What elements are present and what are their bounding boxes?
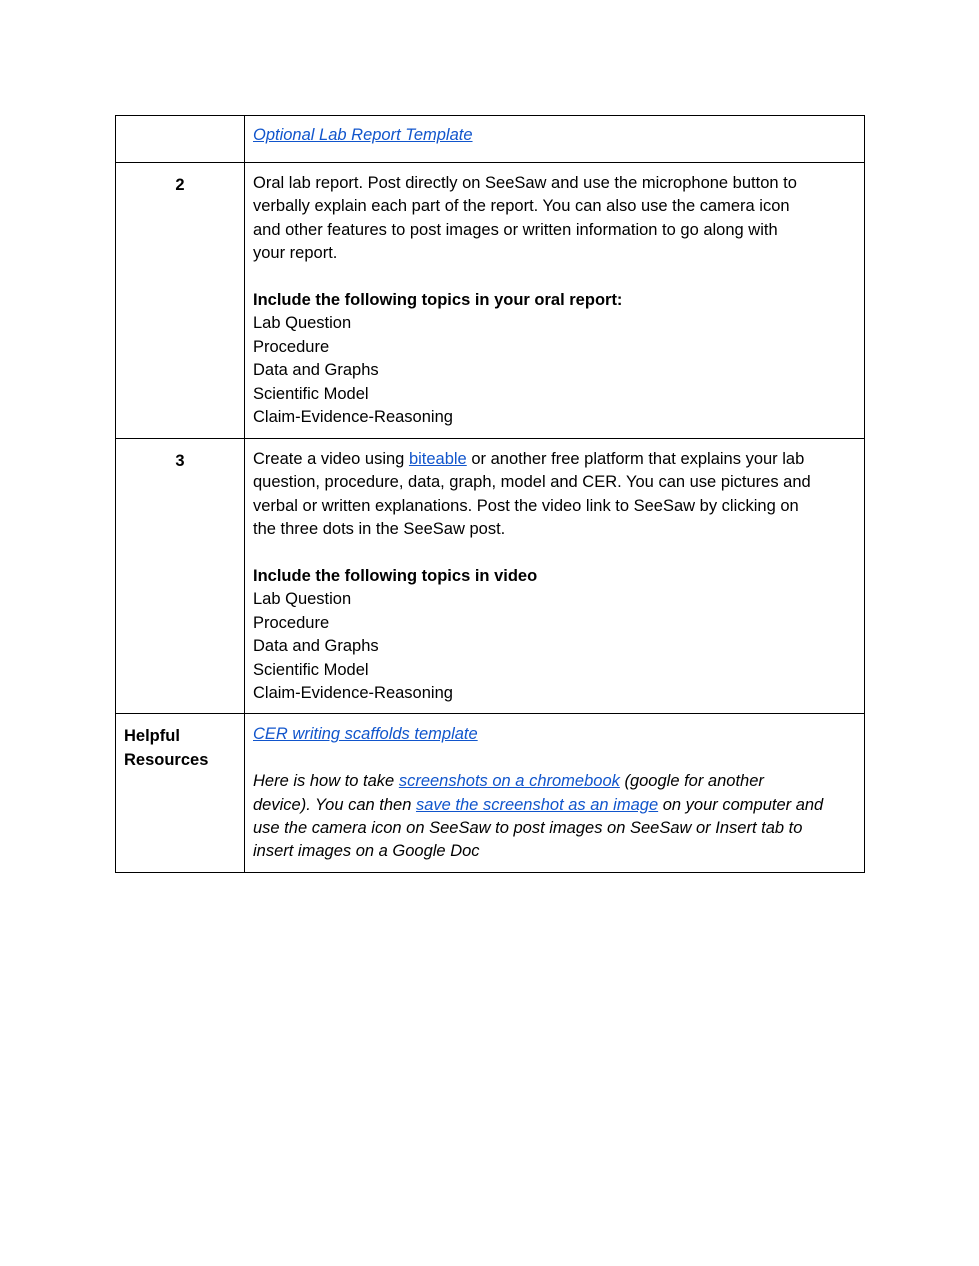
cer-scaffolds-link[interactable]: CER writing scaffolds template [253, 725, 478, 744]
row-label: 3 [116, 439, 245, 714]
row-label [116, 714, 245, 872]
text: Create a video using [253, 450, 409, 468]
text-line: Oral lab report. Post directly on SeeSaw and use the microphone button to [253, 174, 797, 192]
row-content [245, 163, 865, 439]
row-label: 2 [116, 163, 245, 439]
biteable-link[interactable]: biteable [408, 450, 467, 468]
topic-item: Lab Question [253, 590, 352, 609]
text: device). You can then [253, 795, 416, 814]
text-line [253, 448, 856, 471]
row-content [245, 116, 865, 163]
table-row [116, 439, 865, 714]
text-line: your report. [253, 244, 338, 263]
text-line: use the camera icon on SeeSaw to post images on SeeSaw or Insert tab to [253, 819, 803, 838]
topics-heading: Include the following topics in video [253, 567, 538, 586]
row-content [245, 439, 865, 714]
topics-heading: Include the following topics in your oral report: [253, 291, 623, 310]
row-content [245, 714, 865, 872]
text: or another free platform that explains your lab [466, 450, 805, 468]
label-text: Resources [124, 750, 209, 769]
chromebook-screenshots-link[interactable]: screenshots on a chromebook [398, 772, 620, 791]
topic-item: Procedure [253, 613, 330, 632]
topic-item: Data and Graphs [253, 361, 379, 380]
text-line [253, 794, 856, 817]
topic-item: Scientific Model [253, 660, 369, 679]
text-line [253, 770, 856, 793]
text-line: and other features to post images or written information to go along with [253, 220, 778, 239]
table-row [116, 116, 865, 163]
text-line: verbally explain each part of the report. You can also use the camera icon [253, 197, 790, 216]
optional-lab-report-template-link[interactable]: Optional Lab Report Template [253, 126, 473, 144]
text: (google for another [619, 772, 764, 791]
row-label [116, 116, 245, 163]
topic-item: Procedure [253, 337, 330, 356]
topic-item: Scientific Model [253, 384, 369, 403]
text-line: insert images on a Google Doc [253, 842, 480, 861]
label-text: Helpful [124, 727, 180, 746]
topic-item: Claim-Evidence-Reasoning [253, 684, 453, 703]
text: Here is how to take [253, 772, 399, 791]
topic-item: Claim-Evidence-Reasoning [253, 408, 453, 427]
lab-report-options-table [115, 115, 865, 873]
text-line: verbal or written explanations. Post the video link to SeeSaw by clicking on [253, 496, 799, 515]
save-screenshot-link[interactable]: save the screenshot as an image [415, 795, 659, 814]
topic-item: Data and Graphs [253, 637, 379, 656]
text-line: question, procedure, data, graph, model and CER. You can use pictures and [253, 473, 811, 492]
table-row [116, 714, 865, 872]
topic-item: Lab Question [253, 314, 352, 333]
table-row [116, 163, 865, 439]
text: on your computer and [658, 795, 824, 814]
text-line: the three dots in the SeeSaw post. [253, 520, 506, 539]
